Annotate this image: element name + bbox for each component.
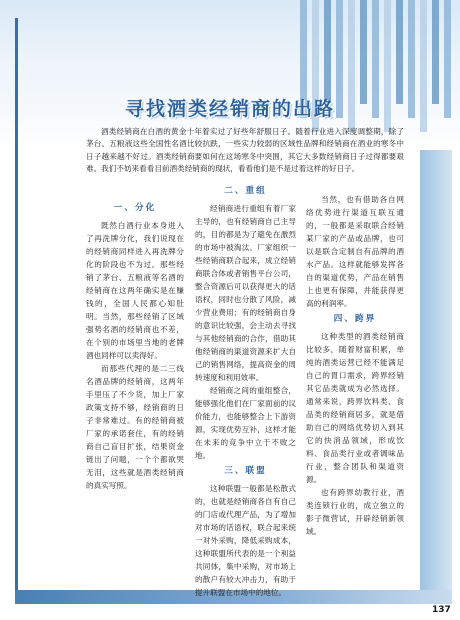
paragraph: 而那些代理的是二三线名酒品牌的经销商，这两年手里压了不少货，加上厂家政策支持不够，经销商的日子非常难过。有的经销商被厂家的承诺套住，有的经销商自己盲目扩张，结果资金链出了问题，一个个都欲哭无泪，这些就是酒类经销商的真实写照。 <box>86 364 184 490</box>
paragraph: 这种类型的酒类经销商比较多，随着财富积累，单纯的酒类运营已经不能满足自己的胃口需求，跨界经销其它品类就成为必然选择。通常来说，跨界饮料类、食品类的经销商居多，就是借助自己的网络优势切入到其它的快消品领域，形成饮料、食品类行业或者调味品行业，整合团队和渠道资源。 <box>306 332 404 484</box>
paragraph: 既然白酒行业本身进入了再洗牌分化，我们说现在的经销商同样进入再洗牌分化的阶段也不为过。那些经销了茅台、五粮液等名酒的经销商在这两年确实是在赚钱的，全国人民都心知肚明。当然，那些经销了区域强势名酒的经销商也不差，在个别的市场里当地的老牌酒也同样可以卖得好。 <box>86 221 184 360</box>
section-heading-restructuring: 二、重组 <box>224 186 267 196</box>
decorative-stripe <box>360 0 367 104</box>
section-heading-crossover: 四、跨界 <box>333 314 377 324</box>
article-intro: 酒类经销商在白酒的黄金十年着实过了好些年舒服日子。随着行业进入深度调整期，除了茅台、五粮液这些全国性名酒比较抗跌，一些实力较弱的区域性品牌和经销商在酒业的寒冬中日子越来越不好过。酒类经销商要如何在这场寒冬中突围，其它大多数经销商日子过得都要艰难。我们不妨来看看目前酒类经销商的现状，看看他们是不是过着这样的好日子。 <box>86 127 404 174</box>
paragraph: 经销商进行重组有着厂家主导的，也有经销商自己主导的，目的都是为了避免在激烈的市场中被淘汰。厂家组织一些经销商联合起来，成立经销商联合体或者销售平台公司，整合资源后可以获得更大的话语权，同时也分散了风险，减少营业费用；有的经销商自身的意识比较强，会主动去寻找与其他经销商的合作，借助其他经销商的渠道资源来扩大自己的销售网络，提高资金的周转速度和利用效率。 <box>195 204 296 382</box>
section-heading-alliance: 三、联盟 <box>224 466 267 476</box>
column-2 <box>195 185 296 599</box>
article-title: 寻找酒类经销商的出路 <box>124 98 335 120</box>
decorative-stripe <box>432 0 439 104</box>
paragraph: 也有跨界幼教行业，酒类连锁行业的，成立独立的影子微营试，开辟经销新领域。 <box>306 488 404 536</box>
paragraph: 当然，也有借助各自网络优势进行渠道互联互通的，一般都是采取联合经销某厂家的产品或品牌，也可以是联合定制自有品牌的酒水产品。这样就能够发挥各自的渠道优势，产品在销售上也更有保障，并能获得更高的利润率。 <box>306 195 404 308</box>
frame-border-right <box>420 150 452 603</box>
paragraph: 这种联盟一般都是松散式的，也就是经销商各自有自己的门店或代理产品，为了增加对市场的话语权，联合起来统一对外采购，降低采购成本，这种联盟所代表的是一个利益共同体，集中采购，对市场上的散户有较大冲击力，有助于提升联盟在市场中的地位。 <box>195 484 296 597</box>
column-3 <box>306 193 404 538</box>
paragraph: 经销商之间的重组整合，能够强化他们在厂家面前的议价能力，也能够整合上下游资源，实现优势互补，这样才能在未来的竞争中立于不败之地。 <box>195 386 296 460</box>
page-number: 137 <box>432 605 451 615</box>
column-1 <box>86 202 184 492</box>
section-heading-differentiation: 一、分化 <box>113 203 157 213</box>
decorative-stripe <box>324 0 331 104</box>
decorative-stripe <box>396 0 403 104</box>
